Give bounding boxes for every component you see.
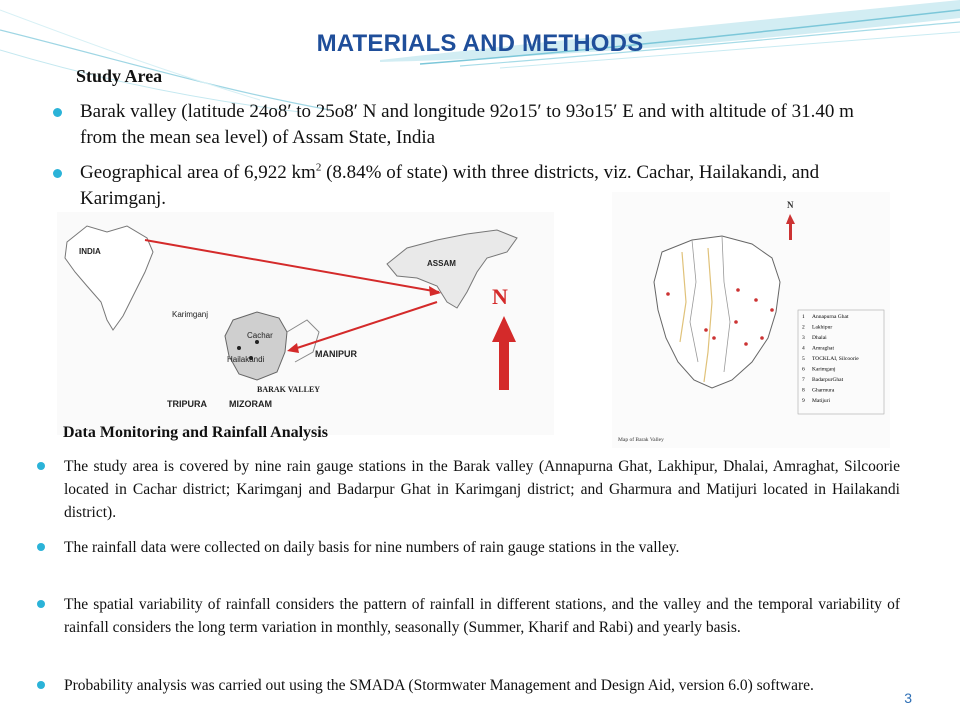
- study-area-bullet-1: [80, 99, 880, 151]
- tripura-label: TRIPURA: [167, 399, 207, 409]
- legend-number: 9: [802, 398, 805, 404]
- monitoring-bullet-3: [64, 593, 900, 639]
- bullet-text-a: Geographical area of 6,922 km: [80, 162, 316, 183]
- legend-station: BadarpurGhat: [812, 377, 844, 383]
- bullet-text: The rainfall data were collected on daily basis for nine numbers of rain gauge stations in the valley.: [64, 539, 680, 556]
- legend-number: 8: [802, 387, 805, 394]
- location-map: [57, 212, 554, 435]
- superscript: 2: [315, 161, 322, 174]
- bullet-dot: [53, 169, 62, 178]
- data-monitoring-heading: Data Monitoring and Rainfall Analysis: [63, 424, 328, 441]
- monitoring-bullet-4: [64, 674, 900, 697]
- monitoring-bullet-1: [64, 455, 900, 524]
- manipur-label: MANIPUR: [315, 349, 357, 359]
- assam-label: ASSAM: [427, 259, 456, 268]
- legend-number: 3: [802, 335, 805, 341]
- bullet-dot: [37, 462, 45, 470]
- map-caption: Map of Barak Valley: [618, 437, 664, 443]
- barak-valley-label: BARAK VALLEY: [257, 385, 321, 394]
- legend-station: TOCKLAI, Silcoorie: [812, 356, 859, 362]
- bullet-dot: [53, 108, 62, 117]
- bullet-dot: [37, 681, 45, 689]
- monitoring-bullet-2: [64, 536, 900, 559]
- legend-station: Matijuri: [812, 398, 831, 404]
- legend-station: Karimganj: [812, 366, 836, 373]
- north-label: N: [492, 284, 508, 309]
- bullet-text: The spatial variability of rainfall considers the pattern of rainfall in different stations, and the valley and the temporal variability of rainfall considers the long term variation in monthly, seasonally (Summer, Kharif and Rabi) and yearly basis.: [64, 596, 900, 636]
- bullet-dot: [37, 543, 45, 551]
- legend-number: 7: [802, 377, 805, 383]
- north-label-small: N: [787, 200, 794, 210]
- legend-number: 2: [802, 324, 805, 331]
- legend-station: Amraghat: [812, 345, 834, 352]
- slide-title: MATERIALS AND METHODS: [316, 30, 644, 57]
- bullet-text: Barak valley (latitude 24o8′ to 25o8′ N and longitude 92o15′ to 93o15′ E and with altitude of 31.40 m from the mean sea level) of Assam State, India: [80, 101, 854, 148]
- bullet-dot: [37, 600, 45, 608]
- legend-station: Dhalai: [812, 335, 827, 341]
- legend-number: 1: [802, 314, 805, 320]
- study-area-heading: Study Area: [76, 66, 163, 86]
- bullet-text: Probability analysis was carried out using the SMADA (Stormwater Management and Design Aid, version 6.0) software.: [64, 677, 814, 694]
- legend-station: Annapurna Ghat: [812, 314, 849, 320]
- legend-station: Gharmura: [812, 387, 835, 394]
- legend-station: Lakhipur: [812, 324, 833, 331]
- cachar-label: Cachar: [247, 331, 273, 340]
- page-number: 3: [904, 690, 912, 706]
- hailakandi-label: Hailakandi: [227, 355, 265, 364]
- karimganj-label: Karimganj: [172, 310, 209, 319]
- legend-number: 6: [802, 366, 805, 373]
- bullet-text: The study area is covered by nine rain gauge stations in the Barak valley (Annapurna Ghat, Lakhipur, Dhalai, Amraghat, Silcoorie located in Cachar district; Karimganj and Badarpur Ghat in Karimganj district; and Gharmura and Matijuri located in Hailakandi district).: [64, 458, 900, 521]
- bullet-text-b: (8.84% of state) with three districts, viz. Cachar, Hailakandi, and Karimganj.: [80, 162, 820, 209]
- legend-number: 4: [802, 345, 805, 352]
- barak-valley-map: [612, 192, 890, 448]
- legend-number: 5: [802, 356, 805, 362]
- india-label: INDIA: [79, 247, 101, 256]
- mizoram-label: MIZORAM: [229, 399, 272, 409]
